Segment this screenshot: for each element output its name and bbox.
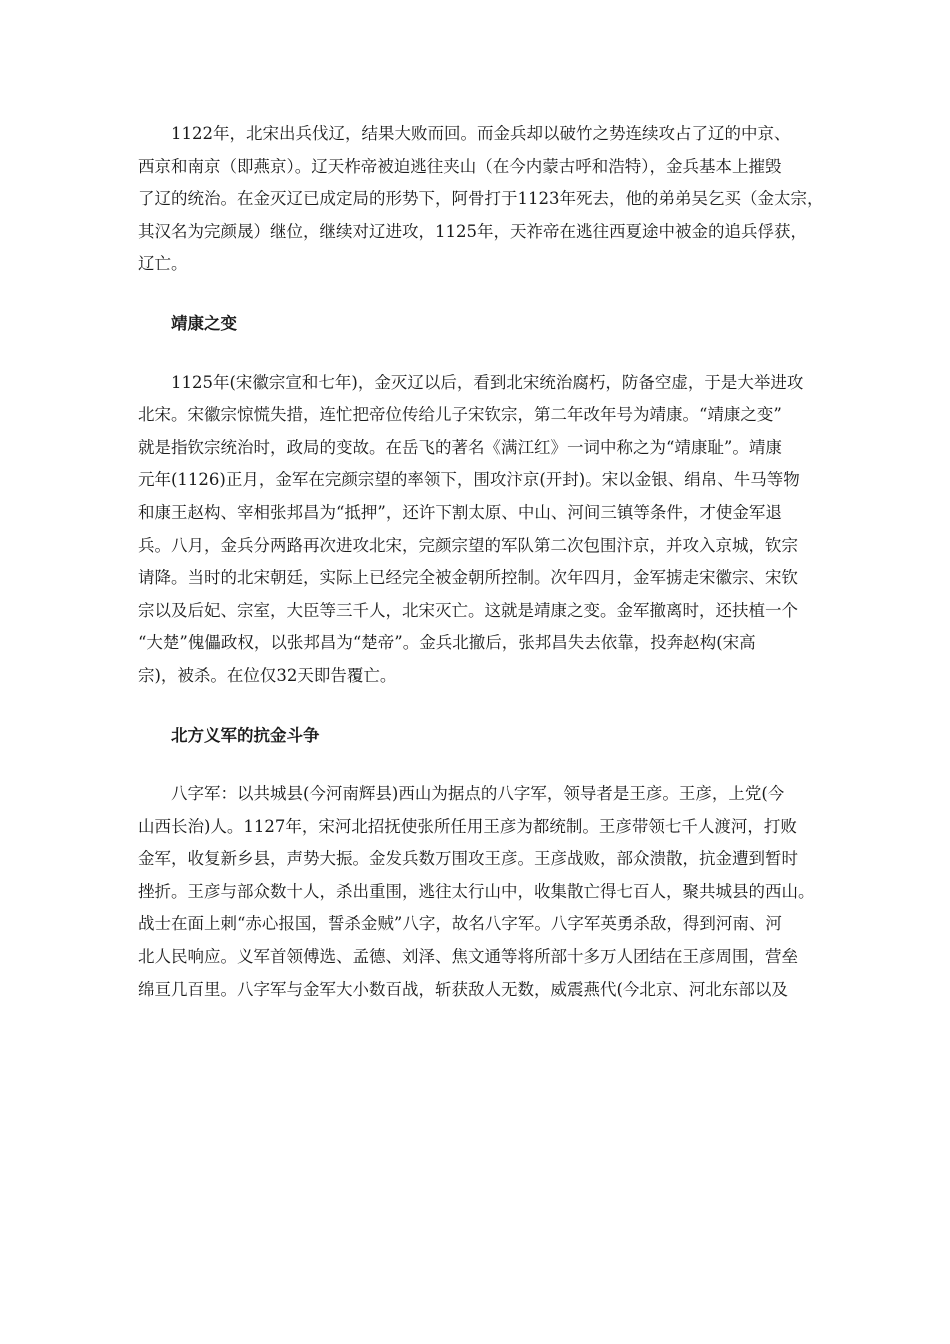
paragraph-liao-fall: [138, 118, 828, 281]
text-line: 1122年，北宋出兵伐辽，结果大败而回。而金兵却以破竹之势连续攻占了辽的中京、: [171, 124, 791, 143]
text-line: 山西长治)人。1127年，宋河北招抚使张所任用王彦为都统制。王彦带领七千人渡河，打败: [138, 816, 797, 836]
text-line: 西京和南京（即燕京）。辽天柞帝被迫逃往夹山（在今内蒙古呼和浩特），金兵基本上摧毁: [138, 156, 782, 176]
text-line: 北人民响应。义军首领傅选、孟德、刘泽、焦文通等将所部十多万人团结在王彦周围，营垒: [138, 947, 798, 967]
section-heading-jingkang: 靖康之变: [171, 313, 237, 333]
text-line: 战士在面上刺“赤心报国，誓杀金贼”八字，故名八字军。八字军英勇杀敌，得到河南、河: [138, 914, 782, 934]
text-line: 北宋。宋徽宗惊慌失措，连忙把帝位传给儿子宋钦宗，第二年改年号为靖康。“靖康之变”: [138, 405, 782, 425]
text-line: 元年(1126)正月，金军在完颜宗望的率领下，围攻汴京(开封)。宋以金银、绢帛、牛马等物: [138, 470, 800, 490]
text-line: 宗以及后妃、宗室，大臣等三千人，北宋灭亡。这就是靖康之变。金军撤离时，还扶植一个: [138, 600, 798, 620]
paragraph-bazijun: [138, 778, 828, 1006]
text-line: 宗)，被杀。在位仅32天即告覆亡。: [138, 665, 397, 685]
text-line: 金军，收复新乡县，声势大振。金发兵数万围攻王彦。王彦战败，部众溃散，抗金遭到暂时: [138, 849, 798, 869]
text-line: 辽亡。: [138, 254, 188, 274]
text-line: 八字军：以共城县(今河南辉县)西山为据点的八字军，领导者是王彦。王彦，上党(今: [171, 784, 785, 804]
text-line: 了辽的统治。在金灭辽已成定局的形势下，阿骨打于1123年死去，他的弟弟吴乞买（金太宗，: [138, 189, 824, 209]
text-line: 1125年(宋徽宗宣和七年)，金灭辽以后，看到北宋统治腐朽，防备空虚，于是大举进攻: [171, 372, 804, 392]
text-line: 绵亘几百里。八字军与金军大小数百战，斩获敌人无数，威震燕代(今北京、河北东部以及: [138, 979, 788, 999]
text-line: 其汉名为完颜晟）继位，继续对辽进攻，1125年，天祚帝在逃往西夏途中被金的追兵俘获，: [138, 221, 807, 241]
text-line: 挫折。王彦与部众数十人，杀出重围，逃往太行山中，收集散亡得七百人，聚共城县的西山。: [138, 881, 815, 901]
text-line: 请降。当时的北宋朝廷，实际上已经完全被金朝所控制。次年四月，金军掳走宋徽宗、宋钦: [138, 568, 798, 588]
text-line: 就是指钦宗统治时，政局的变故。在岳飞的著名《满江红》一词中称之为“靖康耻”。靖康: [138, 437, 782, 457]
section-heading-northern-militia: 北方义军的抗金斗争: [171, 725, 320, 745]
text-line: 兵。八月，金兵分两路再次进攻北宋，完颜宗望的军队第二次包围汴京，并攻入京城，钦宗: [138, 535, 798, 555]
text-line: “大楚”傀儡政权，以张邦昌为“楚帝”。金兵北撤后，张邦昌失去依靠，投奔赵构(宋高: [138, 633, 756, 653]
text-line: 和康王赵构、宰相张邦昌为“抵押”，还许下割太原、中山、河间三镇等条件，才使金军退: [138, 502, 782, 522]
document-page: [138, 118, 828, 1006]
paragraph-jingkang: [138, 367, 828, 693]
